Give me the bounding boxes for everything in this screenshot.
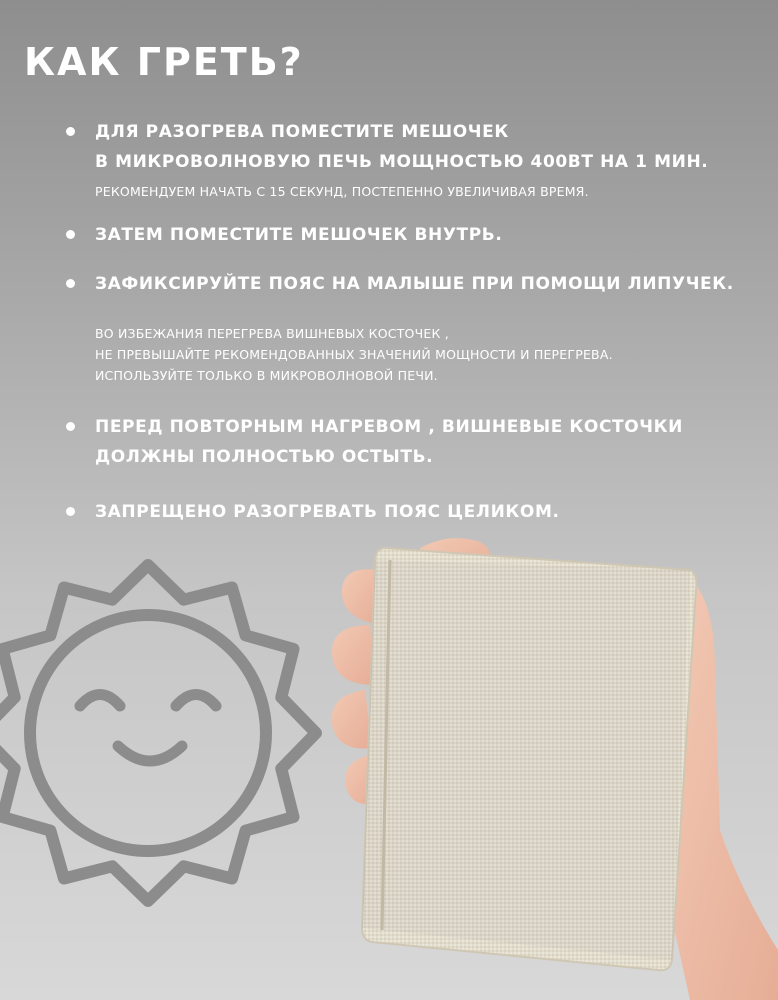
bullet-icon xyxy=(66,507,75,516)
note-line: ИСПОЛЬЗУЙТЕ ТОЛЬКО В МИКРОВОЛНОВОЙ ПЕЧИ. xyxy=(95,368,438,383)
timing-note xyxy=(95,181,589,202)
instruction-text xyxy=(95,220,502,250)
instruction-text xyxy=(95,269,734,299)
smiling-sun-icon xyxy=(0,538,330,928)
instruction-line: В МИКРОВОЛНОВУЮ ПЕЧЬ МОЩНОСТЬЮ 400ВТ НА 1 МИН. xyxy=(95,152,709,172)
note-line: ВО ИЗБЕЖАНИЯ ПЕРЕГРЕВА ВИШНЕВЫХ КОСТОЧЕК , xyxy=(95,326,449,341)
instruction-line: ЗАТЕМ ПОМЕСТИТЕ МЕШОЧЕК ВНУТРЬ. xyxy=(95,225,503,245)
sun-left-eye xyxy=(80,695,120,707)
instruction-item-4 xyxy=(66,412,683,472)
instruction-line: ДОЛЖНЫ ПОЛНОСТЬЮ ОСТЫТЬ. xyxy=(95,447,434,467)
page-title: КАК ГРЕТЬ? xyxy=(24,40,304,84)
instruction-text xyxy=(95,117,708,177)
sun-right-eye xyxy=(176,695,216,707)
instruction-line: ПЕРЕД ПОВТОРНЫМ НАГРЕВОМ , ВИШНЕВЫЕ КОСТОЧКИ xyxy=(95,417,683,437)
instruction-item-1 xyxy=(66,117,708,177)
instruction-line: ДЛЯ РАЗОГРЕВА ПОМЕСТИТЕ МЕШОЧЕК xyxy=(95,122,509,142)
sun-face-outline xyxy=(30,615,266,851)
instruction-text xyxy=(95,497,560,527)
instruction-item-2 xyxy=(66,220,502,250)
instruction-item-3 xyxy=(66,269,734,299)
instruction-text xyxy=(95,412,683,472)
note-line: РЕКОМЕНДУЕМ НАЧАТЬ С 15 СЕКУНД, ПОСТЕПЕННО УВЕЛИЧИВАЯ ВРЕМЯ. xyxy=(95,184,589,199)
bullet-icon xyxy=(66,279,75,288)
sun-smile xyxy=(118,746,182,761)
hand-holding-pouch-image xyxy=(320,530,778,1000)
instruction-line: ЗАПРЕЩЕНО РАЗОГРЕВАТЬ ПОЯС ЦЕЛИКОМ. xyxy=(95,502,560,522)
note-line: НЕ ПРЕВЫШАЙТЕ РЕКОМЕНДОВАННЫХ ЗНАЧЕНИЙ МОЩНОСТИ И ПЕРЕГРЕВА. xyxy=(95,347,613,362)
bullet-icon xyxy=(66,422,75,431)
bullet-icon xyxy=(66,230,75,239)
bullet-icon xyxy=(66,127,75,136)
instruction-item-5 xyxy=(66,497,560,527)
instruction-line: ЗАФИКСИРУЙТЕ ПОЯС НА МАЛЫШЕ ПРИ ПОМОЩИ ЛИПУЧЕК. xyxy=(95,274,734,294)
warning-note xyxy=(95,323,613,386)
